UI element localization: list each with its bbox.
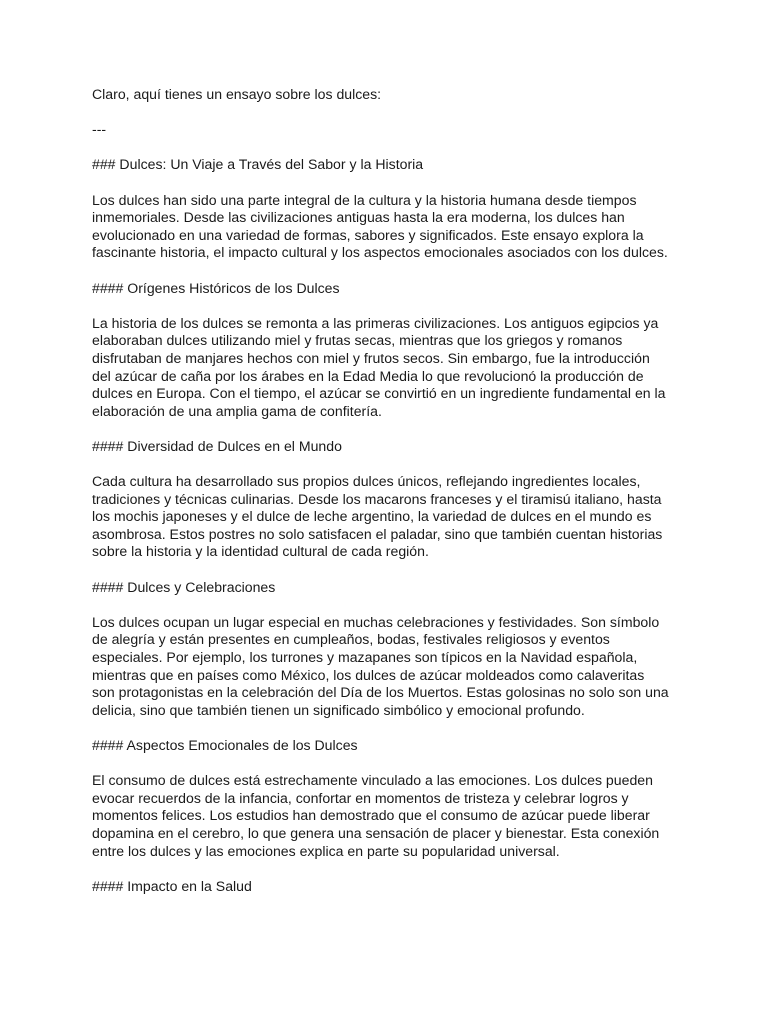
essay-blocks [92, 192, 692, 896]
paragraph-line: evocar recuerdos de la infancia, confortar en momentos de tristeza y celebrar logros y [92, 789, 629, 806]
paragraph-line: Cada cultura ha desarrollado sus propios dulces únicos, reflejando ingredientes locales, [92, 473, 641, 490]
paragraph-line: inmemoriales. Desde las civilizaciones antiguas hasta la era moderna, los dulces han [92, 209, 625, 226]
paragraph-line: son protagonistas en la celebración del Día de los Muertos. Estas golosinas no solo son una [92, 684, 669, 701]
section-heading: #### Diversidad de Dulces en el Mundo [92, 437, 342, 454]
document-body [92, 86, 692, 913]
paragraph-line: elaboraban dulces utilizando miel y frutas secas, mientras que los griegos y romanos [92, 332, 623, 349]
paragraph-line: elaboración de una amplia gama de confitería. [92, 402, 382, 419]
paragraph-line: de alegría y están presentes en cumpleaños, bodas, festivales religiosos y eventos [92, 631, 610, 648]
paragraph-line: dopamina en el cerebro, lo que genera una sensación de placer y bienestar. Esta conexión [92, 824, 660, 841]
paragraph-line: especiales. Por ejemplo, los turrones y mazapanes son típicos en la Navidad española, [92, 649, 638, 665]
paragraph-line: La historia de los dulces se remonta a las primeras civilizaciones. Los antiguos egipcios ya [92, 314, 659, 331]
paragraph-line: evolucionado en una variedad de formas, sabores y significados. Este ensayo explora la [92, 226, 644, 243]
section-heading: #### Aspectos Emocionales de los Dulces [92, 736, 358, 753]
paragraph-line: dulces en Europa. Con el tiempo, el azúcar se convirtió en un ingrediente fundamental en la [92, 385, 666, 402]
essay-paragraph [92, 772, 692, 860]
paragraph-line: delicia, sino que también tienen un significado simbólico y emocional profundo. [92, 701, 585, 718]
paragraph-line: disfrutaban de manjares hechos con miel y frutos secos. Sin embargo, fue la introducción [92, 349, 650, 366]
section-heading: #### Impacto en la Salud [92, 877, 252, 894]
paragraph-line: del azúcar de caña por los árabes en la Edad Media lo que revolucionó la producción de [92, 367, 644, 384]
paragraph-line: los mochis japoneses y el dulce de leche argentino, la variedad de dulces en el mundo es [92, 508, 652, 525]
essay-title: ### Dulces: Un Viaje a Través del Sabor y la Historia [92, 156, 424, 173]
section-heading: #### Dulces y Celebraciones [92, 578, 276, 595]
paragraph-line: Los dulces han sido una parte integral de la cultura y la historia humana desde tiempos [92, 191, 637, 208]
paragraph-line: mientras que en países como México, los dulces de azúcar moldeados como calaveritas [92, 666, 645, 683]
essay-paragraph [92, 473, 692, 561]
paragraph-line: tradiciones y técnicas culinarias. Desde los macarons franceses y el tiramisú italiano, hasta [92, 490, 662, 507]
paragraph-line: El consumo de dulces está estrechamente vinculado a las emociones. Los dulces pueden [92, 772, 653, 789]
paragraph-line: Los dulces ocupan un lugar especial en muchas celebraciones y festividades. Son símbolo [92, 613, 660, 630]
essay-paragraph [92, 614, 692, 720]
separator-line: --- [92, 121, 107, 138]
paragraph-line: fascinante historia, el impacto cultural y los aspectos emocionales asociados con los dulces. [92, 244, 668, 261]
section-heading: #### Orígenes Históricos de los Dulces [92, 279, 340, 296]
paragraph-line: entre los dulces y las emociones explica en parte su popularidad universal. [92, 842, 560, 859]
essay-paragraph [92, 315, 692, 421]
paragraph-line: asombrosa. Estos postres no solo satisfacen el paladar, sino que también cuentan historias [92, 525, 663, 542]
intro-line: Claro, aquí tienes un ensayo sobre los dulces: [92, 86, 382, 102]
paragraph-line: momentos felices. Los estudios han demostrado que el consumo de azúcar puede liberar [92, 807, 650, 824]
paragraph-line: sobre la historia y la identidad cultural de cada región. [92, 543, 429, 560]
essay-paragraph [92, 192, 692, 262]
